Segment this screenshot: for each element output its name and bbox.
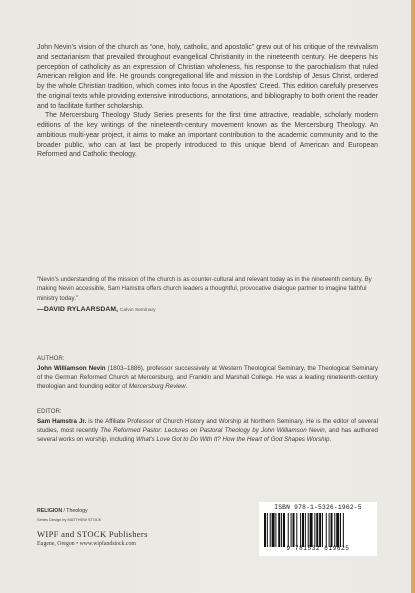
barcode-panel	[259, 502, 377, 556]
spine-edge-stripe	[411, 0, 415, 593]
editor-bio-body-1: is the Affiliate Professor of Church History and Worship at Northern Seminary. He is the editor of several studies, most recently	[37, 417, 378, 434]
journal-title: Mercersburg Review	[128, 382, 186, 390]
publisher-address: Eugene, Oregon • www.wipfandstock.com	[37, 541, 136, 547]
description-paragraph-1: John Nevin's vision of the church as “one, holy, catholic, and apostolic” grew out of his critique of the revivalism and sectarianism that prevailed throughout evangelical Christianity in the nineteenth century. He deepens his perception of catholicity as an expression of Christian wholeness, his response to the parochialism that ruled American religion and life. He grounds congregational life and mission in the Lordship of Jesus Christ, ordered by the whole Christian tradition, which comes into focus in the Apostles' Creed. This edition carefully preserves the original texts while providing extensive introductions, annotations, and bibliography to both orient the reader and to facilitate further scholarship.	[37, 44, 378, 110]
editor-bio-body-2: , and has authored several works on worship, including	[37, 426, 378, 443]
endorser-name: —DAVID RYLAARSDAM,	[37, 306, 119, 313]
editor-bio-text	[37, 417, 378, 444]
book-description	[37, 43, 378, 160]
series-design-credit: Series Design by MATTHEW STOCK	[37, 517, 102, 522]
book-title-1: The Reformed Pastor: Lectures on Pastoral Theology by John Williamson Nevin	[100, 426, 325, 434]
isbn-label: ISBN 978-1-5326-1962-5	[274, 504, 362, 511]
endorser-affiliation: Calvin Seminary	[120, 308, 156, 313]
author-name: John Williamson Nevin	[37, 364, 106, 372]
author-bio-body: (1803–1886), professor successively at Western Theological Seminary, the Theological Seminary of the German Reformed Church at Mercersburg, and Franklin and Marshall College. He was a leading nineteenth-century theologian and founding editor of	[37, 364, 378, 390]
author-label: AUTHOR:	[37, 355, 65, 362]
book-title-2: What's Love Got to Do With It? How the Heart of God Shapes Worship	[136, 435, 330, 443]
editor-bio-end: .	[329, 435, 332, 443]
author-bio	[37, 354, 378, 391]
publisher-name: WIPF and STOCK Publishers	[37, 529, 148, 539]
barcode-digits: 9 781532 619625	[286, 545, 350, 552]
editor-label: EDITOR:	[37, 408, 62, 415]
editor-bio	[37, 407, 378, 444]
subject-category	[37, 508, 88, 514]
author-bio-end: .	[185, 382, 188, 390]
author-bio-text	[37, 364, 378, 391]
description-paragraph-2: The Mercersburg Theology Study Series presents for the first time attractive, readable, scholarly modern editions of the key writings of the nineteenth-century movement known as the Mercersburg Theology. An ambitious multi-year project, it aims to make an important contribution to the academic community and to the broader public, who can at last be properly introduced to this unique blend of American and European Reformed and Catholic theology.	[37, 112, 378, 159]
endorsement-attribution	[37, 306, 378, 313]
category-main: RELIGION	[37, 508, 63, 514]
category-sub: / Theology	[62, 508, 88, 514]
endorsement-quote: “Nevin's understanding of the mission of the church is as counter-cultural and relevant today as in the nineteenth century. By making Nevin accessible, Sam Hamstra offers church leaders a thoughtful, provocative dialogue partner to imagine faithful ministry today.”	[37, 276, 372, 302]
barcode-icon	[264, 513, 372, 547]
editor-name: Sam Hamstra Jr.	[37, 417, 87, 425]
